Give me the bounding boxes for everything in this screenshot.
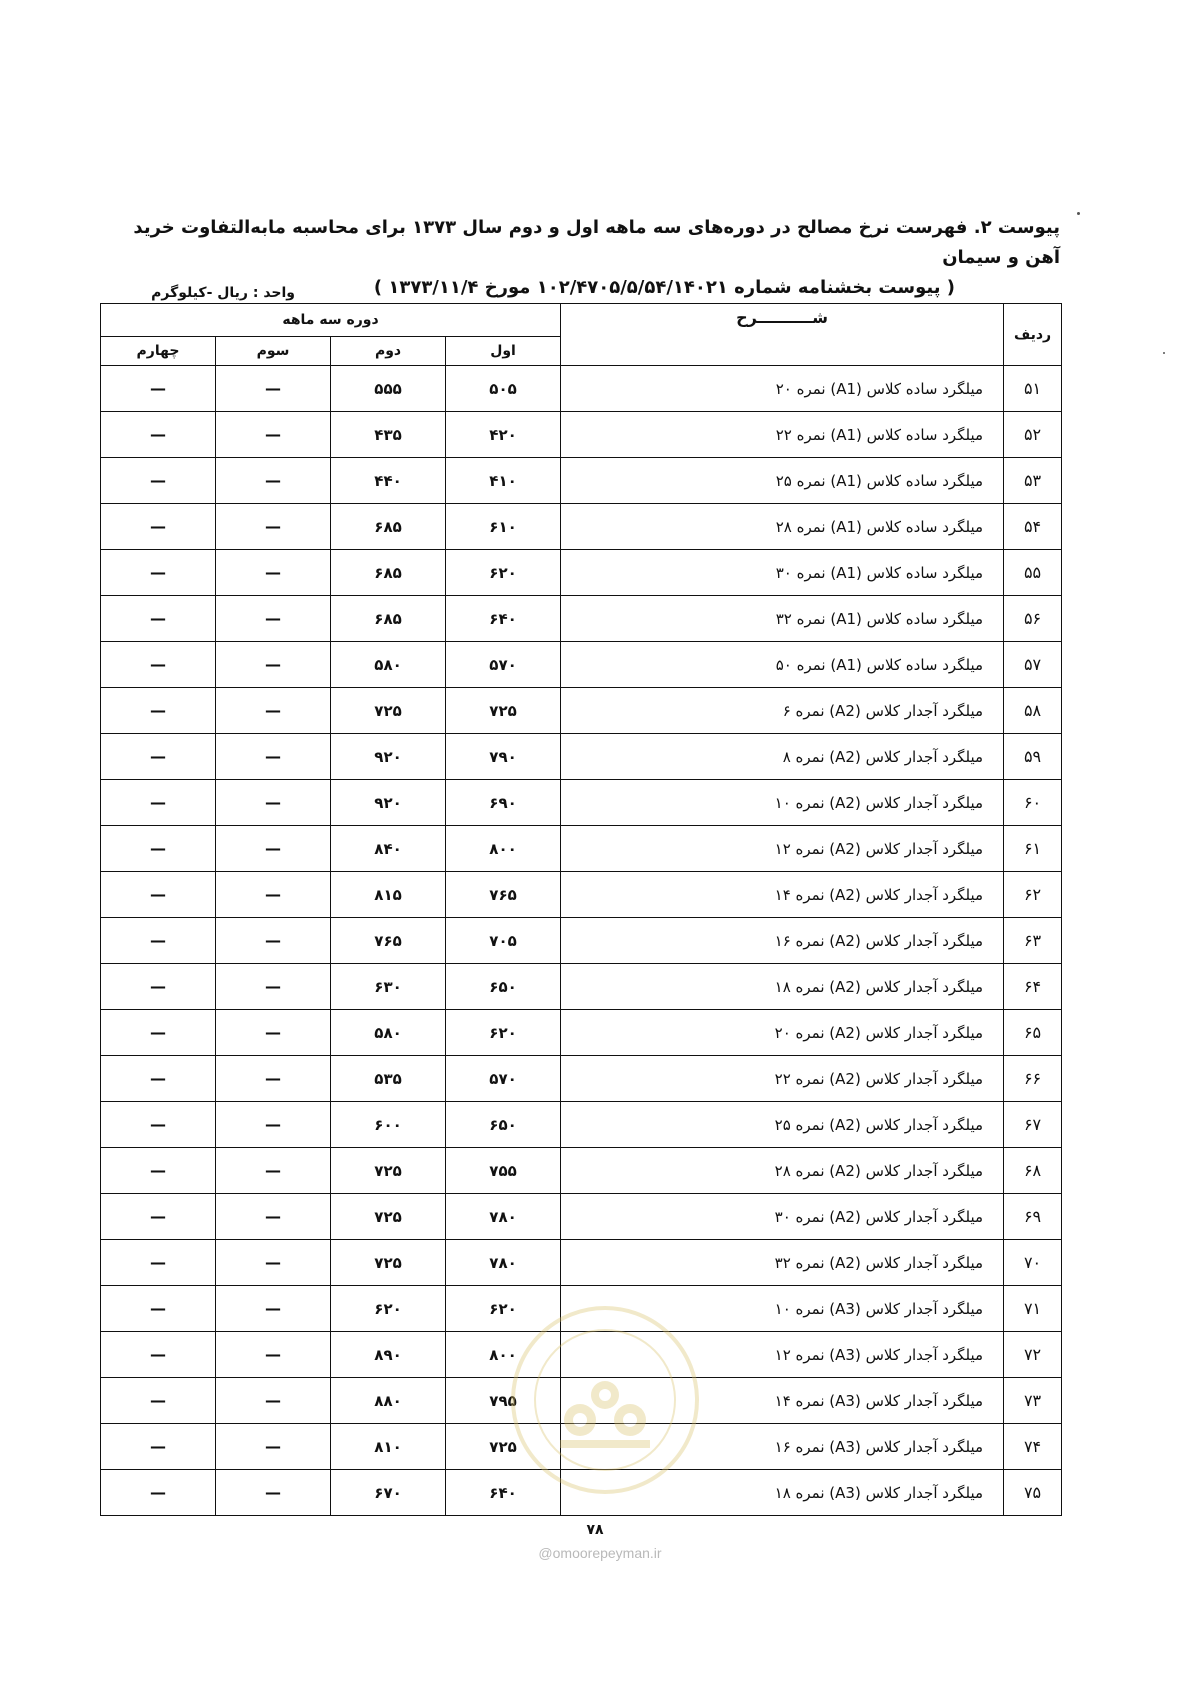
row-number-cell: ۶۶ — [1004, 1056, 1062, 1102]
third-quarter-cell: — — [216, 1148, 331, 1194]
stray-dot — [1077, 212, 1080, 215]
fourth-quarter-cell: — — [101, 366, 216, 412]
first-quarter-cell: ۸۰۰ — [446, 826, 561, 872]
row-number-cell: ۶۲ — [1004, 872, 1062, 918]
row-number-cell: ۷۱ — [1004, 1286, 1062, 1332]
row-number-cell: ۶۳ — [1004, 918, 1062, 964]
table-row — [101, 1010, 1062, 1056]
fourth-quarter-cell: — — [101, 458, 216, 504]
header-description: شــــــــــرح — [561, 304, 1004, 366]
description-cell: میلگرد آجدار کلاس (A2) نمره ۱۲ — [561, 826, 1004, 872]
third-quarter-cell: — — [216, 642, 331, 688]
fourth-quarter-cell: — — [101, 918, 216, 964]
description-cell: میلگرد آجدار کلاس (A2) نمره ۱۸ — [561, 964, 1004, 1010]
table-row — [101, 734, 1062, 780]
fourth-quarter-cell: — — [101, 1240, 216, 1286]
third-quarter-cell: — — [216, 1470, 331, 1516]
description-cell: میلگرد ساده کلاس (A1) نمره ۵۰ — [561, 642, 1004, 688]
second-quarter-cell: ۸۸۰ — [331, 1378, 446, 1424]
row-number-cell: ۷۰ — [1004, 1240, 1062, 1286]
third-quarter-cell: — — [216, 366, 331, 412]
table-row — [101, 1194, 1062, 1240]
description-cell: میلگرد آجدار کلاس (A2) نمره ۱۴ — [561, 872, 1004, 918]
title-line-2: ( پیوست بخشنامه شماره ۱۰۲/۴۷۰۵/۵/۵۴/۱۴۰۲۱ مورخ ۱۳۷۳/۱۱/۴ ) — [373, 277, 955, 298]
description-cell: میلگرد آجدار کلاس (A2) نمره ۶ — [561, 688, 1004, 734]
third-quarter-cell: — — [216, 1010, 331, 1056]
second-quarter-cell: ۶۸۵ — [331, 550, 446, 596]
header-first: اول — [446, 337, 561, 366]
first-quarter-cell: ۶۴۰ — [446, 596, 561, 642]
third-quarter-cell: — — [216, 458, 331, 504]
table-row — [101, 918, 1062, 964]
second-quarter-cell: ۷۲۵ — [331, 1194, 446, 1240]
fourth-quarter-cell: — — [101, 1378, 216, 1424]
description-cell: میلگرد آجدار کلاس (A2) نمره ۲۰ — [561, 1010, 1004, 1056]
description-cell: میلگرد آجدار کلاس (A2) نمره ۳۲ — [561, 1240, 1004, 1286]
watermark-seal — [505, 1300, 705, 1500]
first-quarter-cell: ۷۹۰ — [446, 734, 561, 780]
first-quarter-cell: ۶۲۰ — [446, 550, 561, 596]
description-cell: میلگرد آجدار کلاس (A2) نمره ۲۵ — [561, 1102, 1004, 1148]
second-quarter-cell: ۷۲۵ — [331, 1240, 446, 1286]
fourth-quarter-cell: — — [101, 1470, 216, 1516]
description-cell: میلگرد آجدار کلاس (A3) نمره ۱۲ — [561, 1332, 1004, 1378]
first-quarter-cell: ۷۹۵ — [446, 1378, 561, 1424]
third-quarter-cell: — — [216, 1240, 331, 1286]
first-quarter-cell: ۷۶۵ — [446, 872, 561, 918]
table-row — [101, 1148, 1062, 1194]
fourth-quarter-cell: — — [101, 872, 216, 918]
fourth-quarter-cell: — — [101, 642, 216, 688]
description-cell: میلگرد آجدار کلاس (A3) نمره ۱۰ — [561, 1286, 1004, 1332]
third-quarter-cell: — — [216, 780, 331, 826]
header-second: دوم — [331, 337, 446, 366]
second-quarter-cell: ۶۸۵ — [331, 596, 446, 642]
title-line-1: پیوست ۲. فهرست نرخ مصالح در دوره‌های سه ماهه اول و دوم سال ۱۳۷۳ برای محاسبه مابه‌التفاوت خرید آهن و سیمان — [133, 217, 1060, 268]
second-quarter-cell: ۶۷۰ — [331, 1470, 446, 1516]
table-row — [101, 1240, 1062, 1286]
description-cell: میلگرد ساده کلاس (A1) نمره ۲۰ — [561, 366, 1004, 412]
second-quarter-cell: ۵۸۰ — [331, 1010, 446, 1056]
table-row — [101, 596, 1062, 642]
table-row — [101, 780, 1062, 826]
row-number-cell: ۶۰ — [1004, 780, 1062, 826]
description-cell: میلگرد آجدار کلاس (A2) نمره ۱۰ — [561, 780, 1004, 826]
description-cell: میلگرد آجدار کلاس (A2) نمره ۳۰ — [561, 1194, 1004, 1240]
second-quarter-cell: ۴۳۵ — [331, 412, 446, 458]
row-number-cell: ۵۲ — [1004, 412, 1062, 458]
first-quarter-cell: ۸۰۰ — [446, 1332, 561, 1378]
fourth-quarter-cell: — — [101, 412, 216, 458]
header-third: سوم — [216, 337, 331, 366]
stray-dot — [1163, 352, 1165, 354]
second-quarter-cell: ۸۱۵ — [331, 872, 446, 918]
second-quarter-cell: ۶۳۰ — [331, 964, 446, 1010]
second-quarter-cell: ۷۲۵ — [331, 1148, 446, 1194]
third-quarter-cell: — — [216, 504, 331, 550]
description-cell: میلگرد آجدار کلاس (A3) نمره ۱۴ — [561, 1378, 1004, 1424]
fourth-quarter-cell: — — [101, 1194, 216, 1240]
third-quarter-cell: — — [216, 1332, 331, 1378]
third-quarter-cell: — — [216, 596, 331, 642]
row-number-cell: ۶۷ — [1004, 1102, 1062, 1148]
table-row — [101, 458, 1062, 504]
row-number-cell: ۵۹ — [1004, 734, 1062, 780]
header-period-group: دوره سه ماهه — [101, 304, 561, 337]
third-quarter-cell: — — [216, 872, 331, 918]
third-quarter-cell: — — [216, 688, 331, 734]
second-quarter-cell: ۶۲۰ — [331, 1286, 446, 1332]
first-quarter-cell: ۷۸۰ — [446, 1194, 561, 1240]
table-row — [101, 826, 1062, 872]
first-quarter-cell: ۶۹۰ — [446, 780, 561, 826]
fourth-quarter-cell: — — [101, 780, 216, 826]
third-quarter-cell: — — [216, 550, 331, 596]
third-quarter-cell: — — [216, 1194, 331, 1240]
third-quarter-cell: — — [216, 1424, 331, 1470]
first-quarter-cell: ۷۰۵ — [446, 918, 561, 964]
fourth-quarter-cell: — — [101, 1056, 216, 1102]
second-quarter-cell: ۶۸۵ — [331, 504, 446, 550]
first-quarter-cell: ۴۲۰ — [446, 412, 561, 458]
second-quarter-cell: ۸۱۰ — [331, 1424, 446, 1470]
description-cell: میلگرد ساده کلاس (A1) نمره ۳۰ — [561, 550, 1004, 596]
fourth-quarter-cell: — — [101, 1102, 216, 1148]
row-number-cell: ۷۴ — [1004, 1424, 1062, 1470]
first-quarter-cell: ۴۱۰ — [446, 458, 561, 504]
second-quarter-cell: ۶۰۰ — [331, 1102, 446, 1148]
description-cell: میلگرد ساده کلاس (A1) نمره ۲۵ — [561, 458, 1004, 504]
table-row — [101, 964, 1062, 1010]
second-quarter-cell: ۵۳۵ — [331, 1056, 446, 1102]
first-quarter-cell: ۵۷۰ — [446, 1056, 561, 1102]
first-quarter-cell: ۶۲۰ — [446, 1286, 561, 1332]
table-row — [101, 1056, 1062, 1102]
fourth-quarter-cell: — — [101, 1148, 216, 1194]
first-quarter-cell: ۶۵۰ — [446, 1102, 561, 1148]
description-cell: میلگرد آجدار کلاس (A2) نمره ۱۶ — [561, 918, 1004, 964]
row-number-cell: ۶۱ — [1004, 826, 1062, 872]
header-fourth: چهارم — [101, 337, 216, 366]
row-number-cell: ۷۲ — [1004, 1332, 1062, 1378]
first-quarter-cell: ۷۲۵ — [446, 1424, 561, 1470]
row-number-cell: ۶۵ — [1004, 1010, 1062, 1056]
row-number-cell: ۷۵ — [1004, 1470, 1062, 1516]
row-number-cell: ۵۸ — [1004, 688, 1062, 734]
first-quarter-cell: ۷۵۵ — [446, 1148, 561, 1194]
table-row — [101, 366, 1062, 412]
description-cell: میلگرد ساده کلاس (A1) نمره ۲۲ — [561, 412, 1004, 458]
second-quarter-cell: ۵۵۵ — [331, 366, 446, 412]
page-number: ۷۸ — [586, 1522, 604, 1538]
fourth-quarter-cell: — — [101, 504, 216, 550]
row-number-cell: ۶۸ — [1004, 1148, 1062, 1194]
third-quarter-cell: — — [216, 1056, 331, 1102]
first-quarter-cell: ۷۸۰ — [446, 1240, 561, 1286]
table-row — [101, 504, 1062, 550]
row-number-cell: ۵۴ — [1004, 504, 1062, 550]
second-quarter-cell: ۸۹۰ — [331, 1332, 446, 1378]
second-quarter-cell: ۹۲۰ — [331, 734, 446, 780]
third-quarter-cell: — — [216, 918, 331, 964]
description-cell: میلگرد آجدار کلاس (A2) نمره ۲۸ — [561, 1148, 1004, 1194]
fourth-quarter-cell: — — [101, 826, 216, 872]
second-quarter-cell: ۷۶۵ — [331, 918, 446, 964]
fourth-quarter-cell: — — [101, 1424, 216, 1470]
fourth-quarter-cell: — — [101, 964, 216, 1010]
description-cell: میلگرد آجدار کلاس (A3) نمره ۱۶ — [561, 1424, 1004, 1470]
row-number-cell: ۵۵ — [1004, 550, 1062, 596]
header-row-number: ردیف — [1004, 304, 1062, 366]
fourth-quarter-cell: — — [101, 1286, 216, 1332]
first-quarter-cell: ۵۷۰ — [446, 642, 561, 688]
table-row — [101, 412, 1062, 458]
unit-label: واحد : ریال -کیلوگرم — [151, 285, 295, 301]
description-cell: میلگرد ساده کلاس (A1) نمره ۲۸ — [561, 504, 1004, 550]
description-cell: میلگرد آجدار کلاس (A2) نمره ۸ — [561, 734, 1004, 780]
fourth-quarter-cell: — — [101, 1332, 216, 1378]
first-quarter-cell: ۶۵۰ — [446, 964, 561, 1010]
fourth-quarter-cell: — — [101, 596, 216, 642]
second-quarter-cell: ۹۲۰ — [331, 780, 446, 826]
third-quarter-cell: — — [216, 964, 331, 1010]
second-quarter-cell: ۷۲۵ — [331, 688, 446, 734]
description-cell: میلگرد آجدار کلاس (A3) نمره ۱۸ — [561, 1470, 1004, 1516]
first-quarter-cell: ۷۲۵ — [446, 688, 561, 734]
watermark-text: @omoorepeyman.ir — [538, 1545, 662, 1561]
row-number-cell: ۵۱ — [1004, 366, 1062, 412]
second-quarter-cell: ۵۸۰ — [331, 642, 446, 688]
row-number-cell: ۷۳ — [1004, 1378, 1062, 1424]
table-row — [101, 872, 1062, 918]
fourth-quarter-cell: — — [101, 1010, 216, 1056]
description-cell: میلگرد ساده کلاس (A1) نمره ۳۲ — [561, 596, 1004, 642]
first-quarter-cell: ۵۰۵ — [446, 366, 561, 412]
row-number-cell: ۶۴ — [1004, 964, 1062, 1010]
fourth-quarter-cell: — — [101, 688, 216, 734]
row-number-cell: ۵۷ — [1004, 642, 1062, 688]
third-quarter-cell: — — [216, 826, 331, 872]
row-number-cell: ۵۶ — [1004, 596, 1062, 642]
table-row — [101, 1102, 1062, 1148]
second-quarter-cell: ۴۴۰ — [331, 458, 446, 504]
first-quarter-cell: ۶۱۰ — [446, 504, 561, 550]
third-quarter-cell: — — [216, 734, 331, 780]
third-quarter-cell: — — [216, 412, 331, 458]
fourth-quarter-cell: — — [101, 734, 216, 780]
table-row — [101, 642, 1062, 688]
description-cell: میلگرد آجدار کلاس (A2) نمره ۲۲ — [561, 1056, 1004, 1102]
third-quarter-cell: — — [216, 1378, 331, 1424]
second-quarter-cell: ۸۴۰ — [331, 826, 446, 872]
third-quarter-cell: — — [216, 1286, 331, 1332]
table-row — [101, 688, 1062, 734]
table-row — [101, 550, 1062, 596]
fourth-quarter-cell: — — [101, 550, 216, 596]
first-quarter-cell: ۶۴۰ — [446, 1470, 561, 1516]
first-quarter-cell: ۶۲۰ — [446, 1010, 561, 1056]
row-number-cell: ۶۹ — [1004, 1194, 1062, 1240]
row-number-cell: ۵۳ — [1004, 458, 1062, 504]
third-quarter-cell: — — [216, 1102, 331, 1148]
